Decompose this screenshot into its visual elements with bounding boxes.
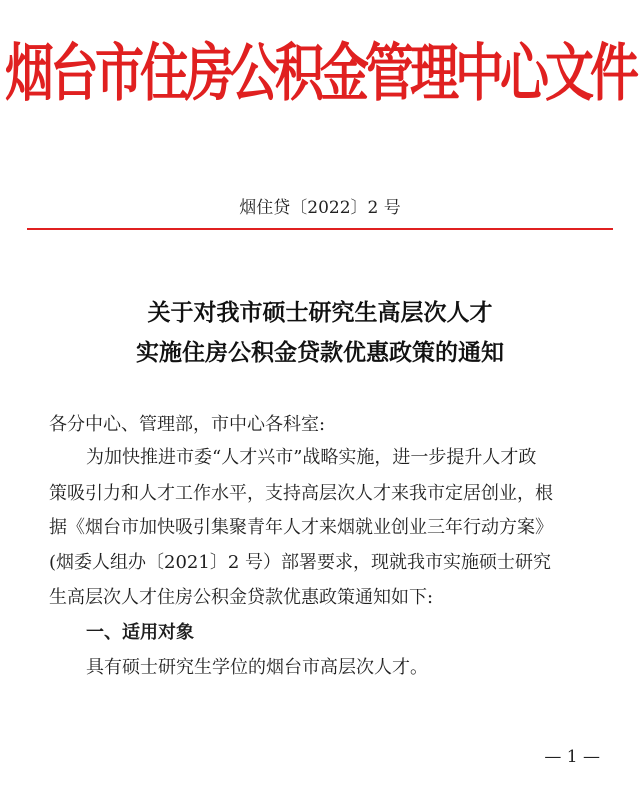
paragraph-line-4: (烟委人组办〔2021〕2 号）部署要求，现就我市实施硕士研究 (49, 552, 552, 573)
document-header-title: 烟台市住房公积金管理中心文件 (4, 35, 635, 110)
notice-title-line-2: 实施住房公积金贷款优惠政策的通知 (136, 339, 504, 366)
notice-title-line-1: 关于对我市硕士研究生高层次人才 (147, 299, 493, 326)
document-number: 烟住贷〔2022〕2 号 (239, 198, 401, 218)
paragraph-line-1: 为加快推进市委“人才兴市”战略实施，进一步提升人才政 (86, 447, 537, 468)
salutation: 各分中心、管理部，市中心各科室: (49, 414, 326, 435)
paragraph-line-5: 生高层次人才住房公积金贷款优惠政策通知如下: (49, 587, 434, 608)
section-1-text: 具有硕士研究生学位的烟台市高层次人才。 (86, 657, 428, 678)
paragraph-line-2: 策吸引力和人才工作水平，支持高层次人才来我市定居创业，根 (49, 483, 553, 504)
red-divider-line (27, 228, 613, 230)
section-1-heading: 一、适用对象 (86, 622, 194, 643)
paragraph-line-3: 据《烟台市加快吸引集聚青年人才来烟就业创业三年行动方案》 (49, 517, 553, 538)
page-number: — 1 — (544, 747, 600, 767)
